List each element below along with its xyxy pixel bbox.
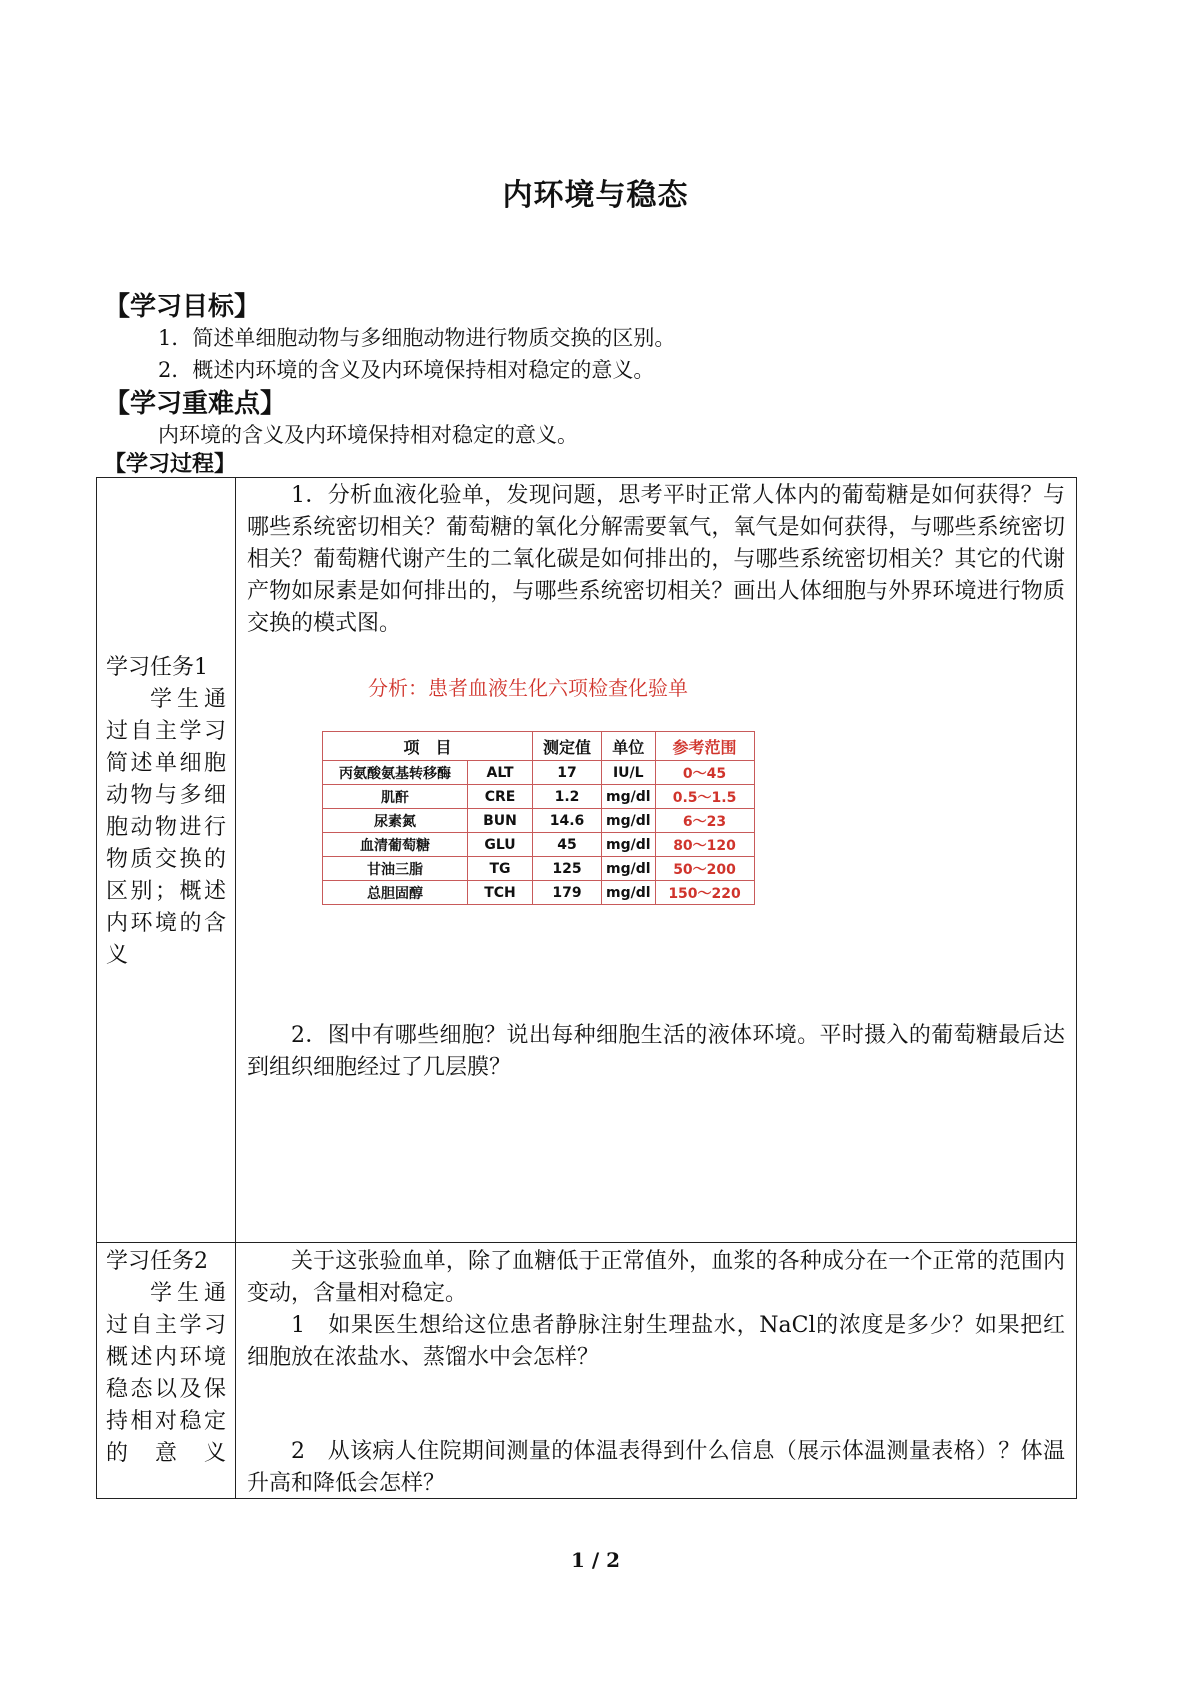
process-heading: 【学习过程】 (104, 452, 237, 477)
test-name: 丙氨酸氨基转移酶 (323, 761, 468, 785)
test-name: 尿素氮 (323, 809, 468, 833)
test-name: 总胆固醇 (323, 881, 468, 905)
test-value: 45 (533, 833, 602, 857)
lab-report-caption: 分析：患者血液生化六项检查化验单 (368, 676, 688, 700)
table-row (323, 809, 755, 833)
test-value: 14.6 (533, 809, 602, 833)
test-code: GLU (468, 833, 533, 857)
task-1-paragraph-2: 2．图中有哪些细胞？说出每种细胞生活的液体环境。平时摄入的葡萄糖最后达到组织细胞经过了几层膜？ (247, 1023, 1065, 1080)
test-name: 血清葡萄糖 (323, 833, 468, 857)
lab-table-header-row (323, 732, 755, 761)
test-name: 肌酐 (323, 785, 468, 809)
test-name: 甘油三脂 (323, 857, 468, 881)
objective-item-1: 1．简述单细胞动物与多细胞动物进行物质交换的区别。 (158, 326, 676, 350)
task-1-label (106, 652, 226, 1032)
table-row (323, 761, 755, 785)
key-points-text: 内环境的含义及内环境保持相对稳定的意义。 (158, 423, 578, 447)
header-value: 测定值 (533, 732, 602, 761)
page-number: 1 / 2 (570, 1548, 621, 1572)
page-title: 内环境与稳态 (502, 178, 689, 213)
task-2-label (106, 1246, 226, 1470)
task-2-paragraph-3: 2 从该病人住院期间测量的体温表得到什么信息（展示体温测量表格）？体温升高和降低会怎样？ (247, 1439, 1065, 1496)
test-code: TG (468, 857, 533, 881)
test-unit: mg/dl (602, 809, 656, 833)
header-item: 项 目 (323, 732, 533, 761)
test-reference: 150～220 (655, 881, 754, 905)
test-reference: 0～45 (655, 761, 754, 785)
objectives-heading: 【学习目标】 (104, 292, 261, 322)
table-row (323, 881, 755, 905)
header-reference: 参考范围 (655, 732, 754, 761)
test-code: CRE (468, 785, 533, 809)
test-code: ALT (468, 761, 533, 785)
test-unit: mg/dl (602, 833, 656, 857)
test-unit: IU/L (602, 761, 656, 785)
lab-report-table (322, 731, 755, 905)
test-unit: mg/dl (602, 785, 656, 809)
task-1-paragraph-1: 1．分析血液化验单，发现问题，思考平时正常人体内的葡萄糖是如何获得？与哪些系统密切相关？葡萄糖的氧化分解需要氧气，氧气是如何获得，与哪些系统密切相关？葡萄糖代谢产生的二氧化碳是如何排出的，与哪些系统密切相关？其它的代谢产物如尿素是如何排出的，与哪些系统密切相关？画出人体细胞与外界环境进行物质交换的模式图。 (247, 483, 1065, 636)
task-1-title: 学习任务1 (106, 655, 208, 680)
table-row (323, 785, 755, 809)
task-2-description: 学生通过自主学习概述内环境稳态以及保持相对稳定的意义 (106, 1281, 226, 1466)
test-value: 125 (533, 857, 602, 881)
key-points-heading: 【学习重难点】 (104, 389, 287, 419)
test-value: 17 (533, 761, 602, 785)
header-unit: 单位 (602, 732, 656, 761)
test-value: 1.2 (533, 785, 602, 809)
objective-item-2: 2．概述内环境的含义及内环境保持相对稳定的意义。 (158, 358, 655, 382)
task-2-title: 学习任务2 (106, 1249, 208, 1274)
test-unit: mg/dl (602, 857, 656, 881)
table-row (323, 833, 755, 857)
test-code: BUN (468, 809, 533, 833)
table-row (323, 857, 755, 881)
test-reference: 80～120 (655, 833, 754, 857)
test-value: 179 (533, 881, 602, 905)
test-unit: mg/dl (602, 881, 656, 905)
column-divider (235, 477, 236, 1499)
test-reference: 6～23 (655, 809, 754, 833)
task-2-paragraph-1: 关于这张验血单，除了血糖低于正常值外，血浆的各种成分在一个正常的范围内变动，含量相对稳定。 (247, 1249, 1065, 1306)
task-2-paragraph-2: 1 如果医生想给这位患者静脉注射生理盐水，NaCl的浓度是多少？如果把红细胞放在浓盐水、蒸馏水中会怎样？ (247, 1313, 1065, 1370)
task-1-description: 学生通过自主学习简述单细胞动物与多细胞动物进行物质交换的区别；概述内环境的含义 (106, 687, 226, 968)
test-code: TCH (468, 881, 533, 905)
test-reference: 50～200 (655, 857, 754, 881)
test-reference: 0.5～1.5 (655, 785, 754, 809)
row-divider (96, 1242, 1077, 1243)
